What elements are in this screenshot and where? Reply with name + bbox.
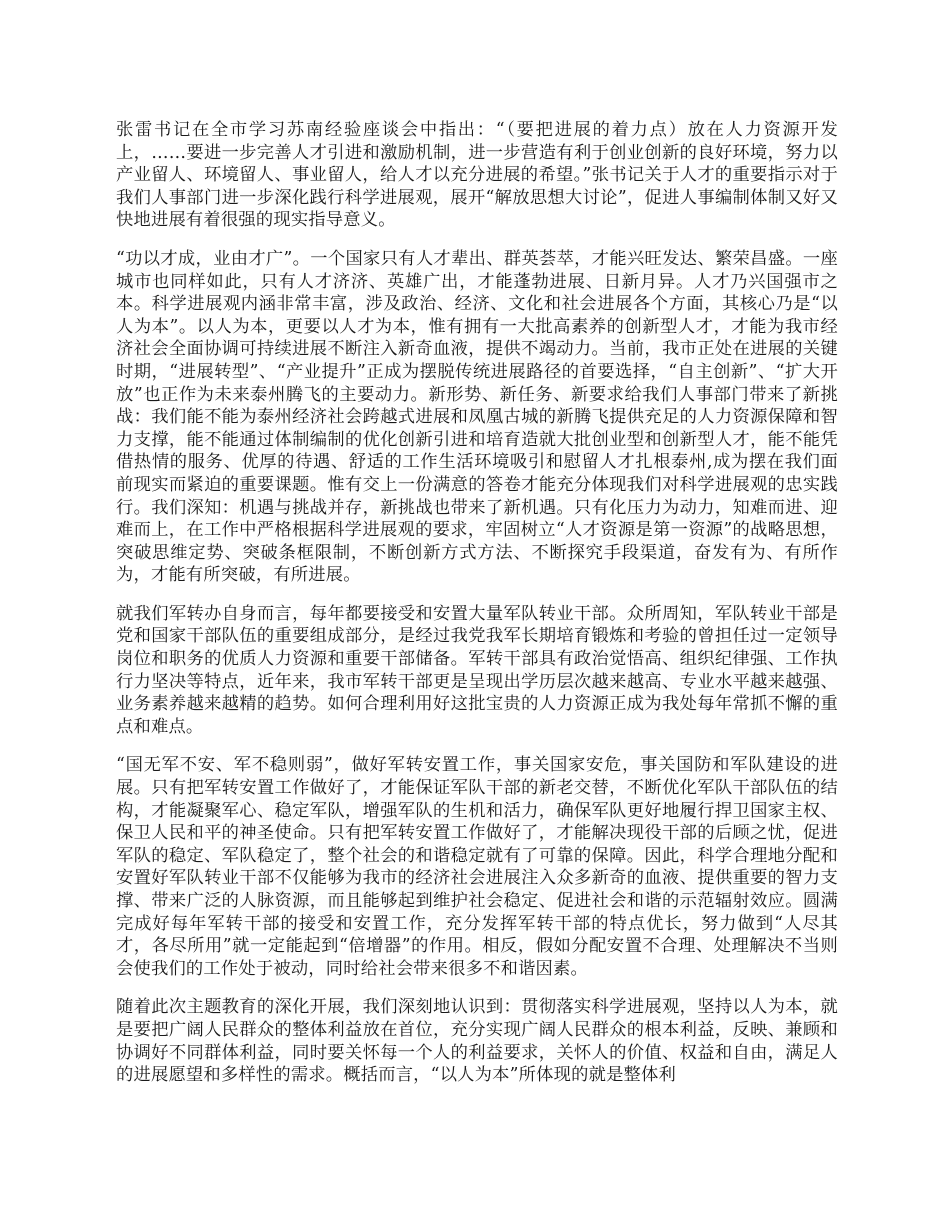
document-body: [116, 119, 838, 1103]
paragraph-2: “功以才成，业由才广”。一个国家只有人才辈出、群英荟萃，才能兴旺发达、繁荣昌盛。一座城市也同样如此，只有人才济济、英雄广出，才能蓬勃进展、日新月异。人才乃兴国强市之本。科学进展观内涵非常丰富，涉及政治、经济、文化和社会进展各个方面，其核心乃是“以人为本”。以人为本，更要以人才为本，惟有拥有一大批高素养的创新型人才，才能为我市经济社会全面协调可持续进展不断注入新奇血液，提供不竭动力。当前，我市正处在进展的关键时期，“进展转型”、“产业提升”正成为摆脱传统进展路径的首要选择，“自主创新”、“扩大开放”也正作为未来泰州腾飞的主要动力。新形势、新任务、新要求给我们人事部门带来了新挑战：我们能不能为泰州经济社会跨越式进展和凤凰古城的新腾飞提供充足的人力资源保障和智力支撑，能不能通过体制编制的优化创新引进和培育造就大批创业型和创新型人才，能不能凭借热情的服务、优厚的待遇、舒适的工作生活环境吸引和慰留人才扎根泰州,成为摆在我们面前现实而紧迫的重要课题。惟有交上一份满意的答卷才能充分体现我们对科学进展观的忠实践行。我们深知：机遇与挑战并存，新挑战也带来了新机遇。只有化压力为动力，知难而进、迎难而上，在工作中严格根据科学进展观的要求，牢固树立“人才资源是第一资源”的战略思想，突破思维定势、突破条框限制，不断创新方式方法、不断探究手段渠道，奋发有为、有所作为，才能有所突破，有所进展。: [116, 248, 838, 586]
paragraph-4: “国无军不安、军不稳则弱”，做好军转安置工作，事关国家安危，事关国防和军队建设的进展。只有把军转安置工作做好了，才能保证军队干部的新老交替，不断优化军队干部队伍的结构，才能凝聚军心、稳定军队，增强军队的生机和活力，确保军队更好地履行捍卫国家主权、保卫人民和平的神圣使命。只有把军转安置工作做好了，才能解决现役干部的后顾之忧，促进军队的稳定、军队稳定了，整个社会的和谐稳定就有了可靠的保障。因此，科学合理地分配和安置好军队转业干部不仅能够为我市的经济社会进展注入众多新奇的血液、提供重要的智力支撑、带来广泛的人脉资源，而且能够起到维护社会稳定、促进社会和谐的示范辐射效应。圆满完成好每年军转干部的接受和安置工作，充分发挥军转干部的特点优长，努力做到“人尽其才，各尽所用”就一定能起到“倍增器”的作用。相反，假如分配安置不合理、处理解决不当则会使我们的工作处于被动，同时给社会带来很多不和谐因素。: [116, 755, 838, 979]
paragraph-3: 就我们军转办自身而言，每年都要接受和安置大量军队转业干部。众所周知，军队转业干部是党和国家干部队伍的重要组成部分，是经过我党我军长期培育锻炼和考验的曾担任过一定领导岗位和职务的优质人力资源和重要干部储备。军转干部具有政治觉悟高、组织纪律强、工作执行力坚决等特点，近年来，我市军转干部更是呈现出学历层次越来越高、专业水平越来越强、业务素养越来越精的趋势。如何合理利用好这批宝贵的人力资源正成为我处每年常抓不懈的重点和难点。: [116, 603, 838, 737]
paragraph-5: 随着此次主题教育的深化开展，我们深刻地认识到：贯彻落实科学进展观，坚持以人为本，就是要把广阔人民群众的整体利益放在首位，充分实现广阔人民群众的根本利益，反映、兼顾和协调好不同群体利益，同时要关怀每一个人的利益要求，关怀人的价值、权益和自由，满足人的进展愿望和多样性的需求。概括而言，“以人为本”所体现的就是整体利: [116, 997, 838, 1086]
paragraph-1: 张雷书记在全市学习苏南经验座谈会中指出：“（要把进展的着力点）放在人力资源开发上，……要进一步完善人才引进和激励机制，进一步营造有利于创业创新的良好环境，努力以产业留人、环境留人、事业留人，给人才以充分进展的希望。”张书记关于人才的重要指示对于我们人事部门进一步深化践行科学进展观，展开“解放思想大讨论”，促进人事编制体制又好又快地进展有着很强的现实指导意义。: [116, 120, 838, 231]
